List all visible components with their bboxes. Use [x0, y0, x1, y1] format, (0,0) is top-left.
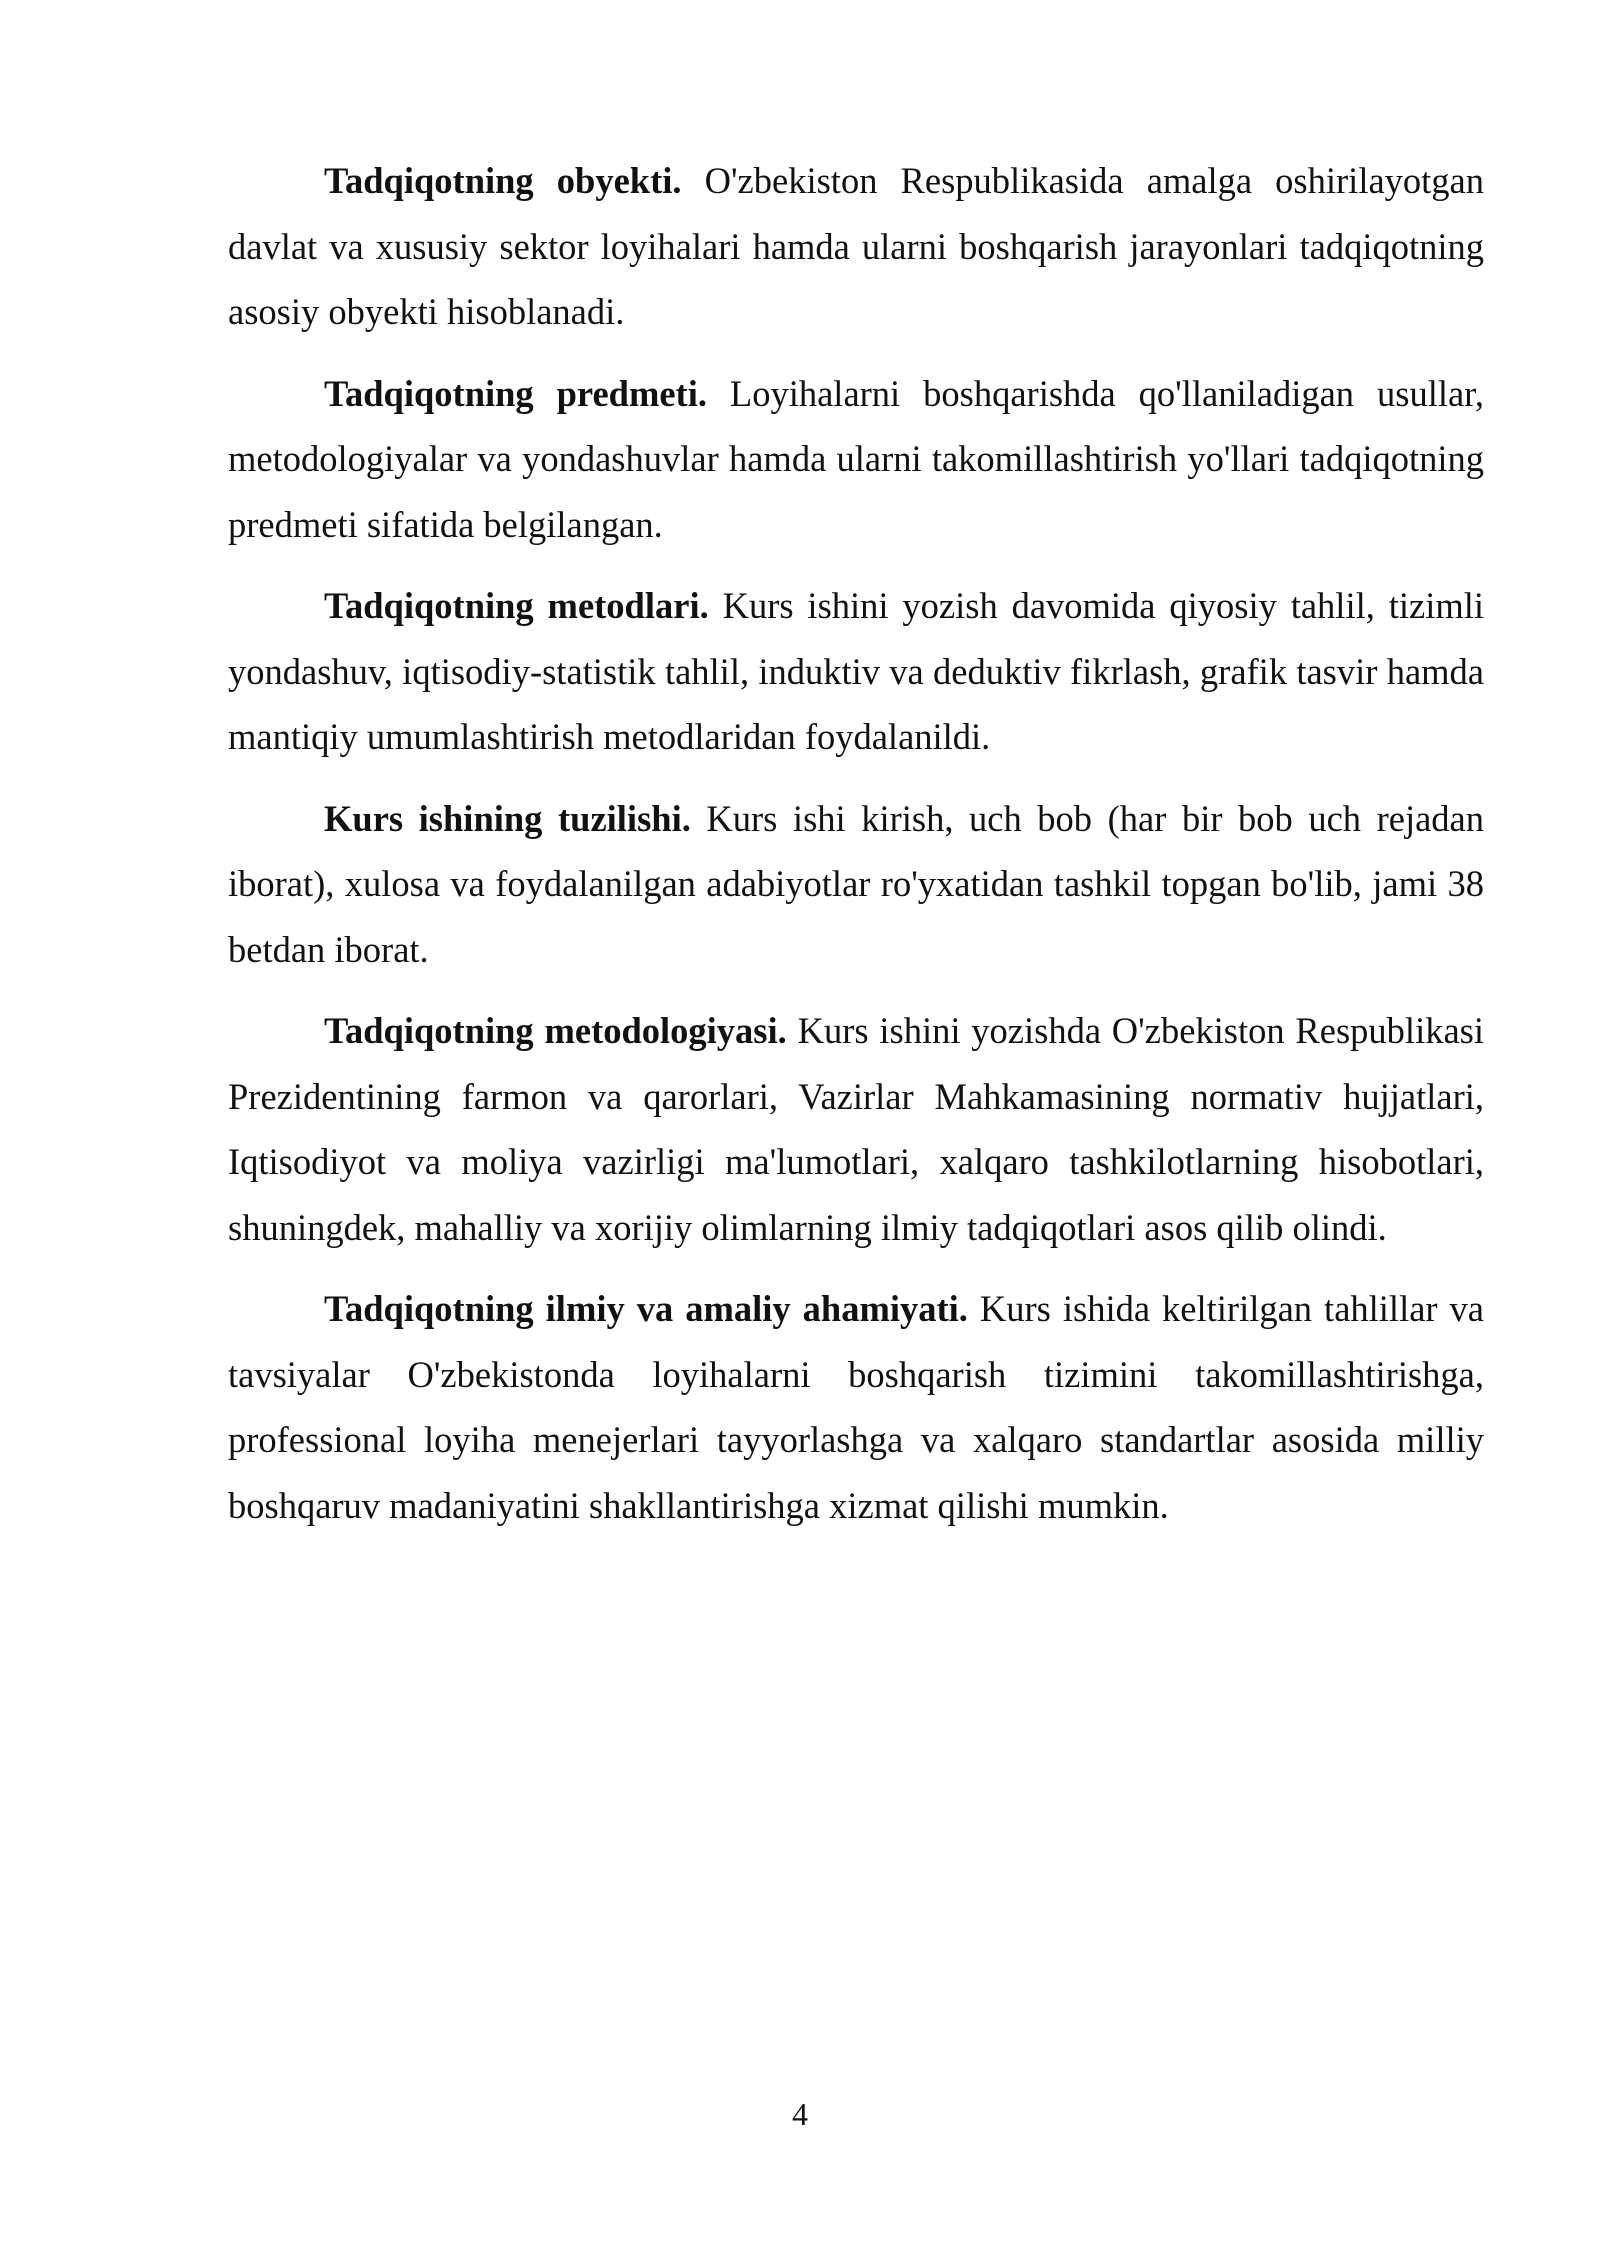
paragraph-text: Kurs ishini yozish davomida qiyosiy tahlil, tizimli yondashuv, iqtisodiy-statistik tahlil, induktiv va deduktiv fikrlash, grafik tasvir hamda mantiqiy umumlashtirish metodlaridan foydalanildi.	[228, 585, 1485, 757]
paragraph-research-methodology	[228, 998, 1484, 1260]
page-body	[228, 148, 1484, 1554]
paragraph-work-structure	[228, 786, 1484, 983]
paragraph-text: Loyihalarni boshqarishda qo'llaniladigan usullar, metodologiyalar va yondashuvlar hamda ularni takomillashtirish yo'llari tadqiqotning predmeti sifatida belgilangan.	[228, 372, 1484, 545]
paragraph-heading: Tadqiqotning metodlari.	[324, 585, 709, 626]
paragraph-text: Kurs ishini yozishda O'zbekiston Respublikasi Prezidentining farmon va qarorlari, Vazirlar Mahkamasining normativ hujjatlari, Iqtisodiyot va moliya vazirligi ma'lumotlari, xalqaro tashkilotlarning hisobotlari, shuningdek, mahalliy va xorijiy olimlarning ilmiy tadqiqotlari asos qilib olindi.	[228, 1010, 1485, 1248]
paragraph-heading: Kurs ishining tuzilishi.	[324, 797, 691, 839]
paragraph-heading: Tadqiqotning predmeti.	[324, 372, 707, 414]
page-number: 4	[792, 2096, 808, 2132]
paragraph-heading: Tadqiqotning ilmiy va amaliy ahamiyati.	[324, 1288, 968, 1329]
paragraph-text: Kurs ishi kirish, uch bob (har bir bob uch rejadan iborat), xulosa va foydalanilgan adabiyotlar ro'yxatidan tashkil topgan bo'lib, jami 38 betdan iborat.	[228, 797, 1485, 970]
paragraph-research-methods	[228, 573, 1484, 770]
paragraph-heading: Tadqiqotning obyekti.	[324, 160, 682, 201]
paragraph-research-subject	[228, 361, 1484, 558]
paragraph-research-object	[228, 148, 1484, 345]
paragraph-research-significance	[228, 1276, 1484, 1538]
paragraph-text: Kurs ishida keltirilgan tahlillar va tavsiyalar O'zbekistonda loyihalarni boshqarish tizimini takomillashtirishga, professional loyiha menejerlari tayyorlashga va xalqaro standartlar asosida milliy boshqaruv madaniyatini shakllantirishga xizmat qilishi mumkin.	[228, 1288, 1484, 1526]
paragraph-text: O'zbekiston Respublikasida amalga oshirilayotgan davlat va xususiy sektor loyihalari hamda ularni boshqarish jarayonlari tadqiqotning asosiy obyekti hisoblanadi.	[228, 160, 1485, 332]
paragraph-heading: Tadqiqotning metodologiyasi.	[324, 1010, 787, 1051]
